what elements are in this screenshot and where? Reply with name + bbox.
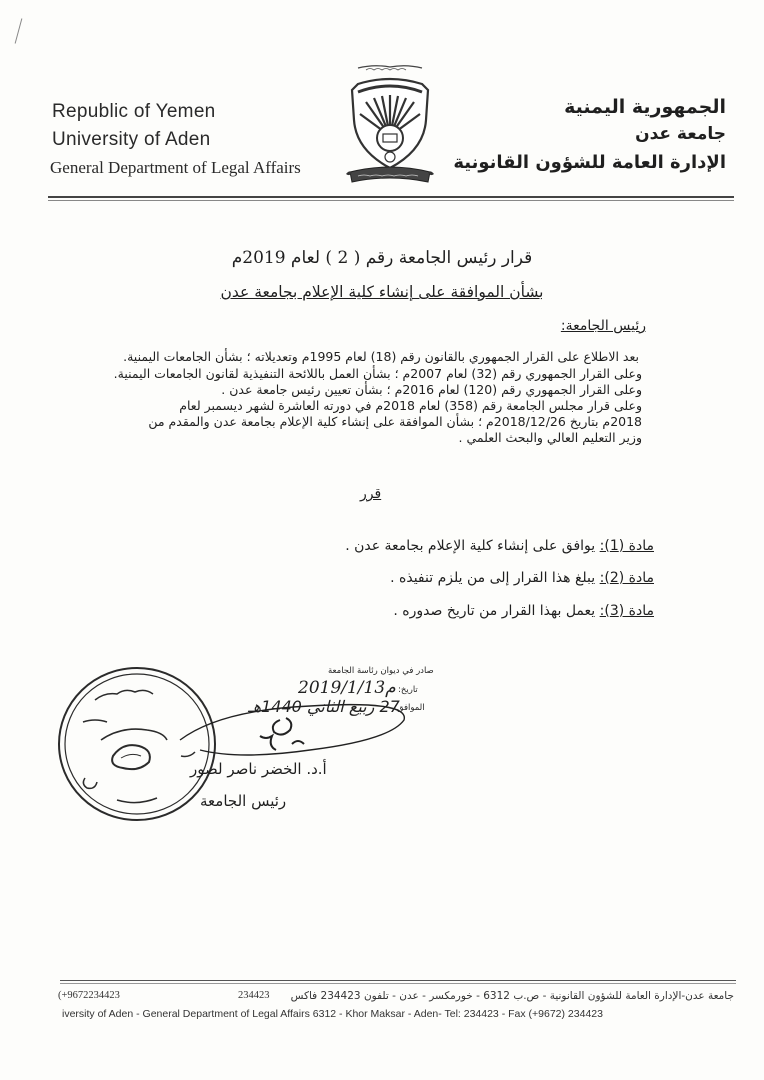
decides-heading: قرر [360,486,382,502]
decision-subtitle: بشأن الموافقة على إنشاء كلية الإعلام بجامعة عدن [220,283,544,301]
scan-mark [15,18,23,43]
date-label: تاريخ: [398,685,418,695]
preamble-line: بعد الاطلاع على القرار الجمهوري بالقانون رقم (18) لعام 1995م وتعديلاته ؛ بشأن الجامعات اليمنية. [123,349,639,364]
university-emblem-icon [344,60,436,192]
corresponding-label: الموافق: [394,703,425,713]
footer-phone: (+9672234423 [58,990,120,1001]
article-3 [393,603,654,619]
article-text: يوافق على إنشاء كلية الإعلام بجامعة عدن . [345,538,600,554]
article-label: مادة (2): [599,570,654,586]
signatory-title: رئيس الجامعة [200,792,287,810]
addressee: رئيس الجامعة: [560,318,646,334]
date-value: 2019/1/13م [298,678,396,698]
header-divider [48,196,734,198]
preamble-line: 2018م بتاريخ 2018/12/26م ؛ بشأن الموافقة على إنشاء كلية الإعلام بجامعة عدن والمقدم من [148,414,642,429]
letterhead-ar-country: الجمهورية اليمنية [564,96,726,118]
corresponding-value: 27 ربيع الثاني 1440هـ [248,697,400,716]
preamble-line: وعلى القرار الجمهوري رقم (32) لعام 2007م ؛ بشأن العمل باللائحة التنفيذية لقانون الجامعات اليمنية. [113,366,642,381]
header-divider-thin [48,200,734,201]
preamble-line: وعلى القرار الجمهوري رقم (120) لعام 2016م ؛ بشأن تعيين رئيس جامعة عدن . [221,382,642,397]
letterhead-en-country: Republic of Yemen [52,101,216,122]
letterhead-ar-university: جامعة عدن [635,124,726,144]
article-1 [345,538,654,554]
letterhead-ar-department: الإدارة العامة للشؤون القانونية [453,152,726,173]
decision-title: قرار رئيس الجامعة رقم ( 2 ) لعام 2019م [231,248,533,268]
footer-arabic-address: جامعة عدن-الإدارة العامة للشؤون القانونية - ص.ب 6312 - خورمكسر - عدن - تلفون 234423 فاكس [290,990,734,1002]
footer-divider [60,980,736,981]
article-label: مادة (3): [599,603,654,619]
letterhead-en-university: University of Aden [52,129,211,150]
footer-english-address: iversity of Aden - General Department of Legal Affairs 6312 - Khor Maksar - Aden- Tel: 234423 - Fax (+9672) 234423 [62,1008,603,1020]
issued-at: صادر في ديوان رئاسة الجامعة [328,666,434,676]
article-text: يبلغ هذا القرار إلى من يلزم تنفيذه . [390,570,600,586]
signatory-name: أ.د. الخضر ناصر لصور [190,760,327,778]
article-2 [390,570,654,586]
article-label: مادة (1): [599,538,654,554]
article-text: يعمل بهذا القرار من تاريخ صدوره . [393,603,600,619]
letterhead-en-department: General Department of Legal Affairs [50,158,301,177]
footer-phone-2: 234423 [238,990,270,1001]
footer-divider-thin [60,983,736,984]
preamble-line: وعلى قرار مجلس الجامعة رقم (358) لعام 2018م في دورته العاشرة لشهر ديسمبر لعام [179,398,642,413]
preamble-line: وزير التعليم العالي والبحث العلمي . [458,430,642,445]
